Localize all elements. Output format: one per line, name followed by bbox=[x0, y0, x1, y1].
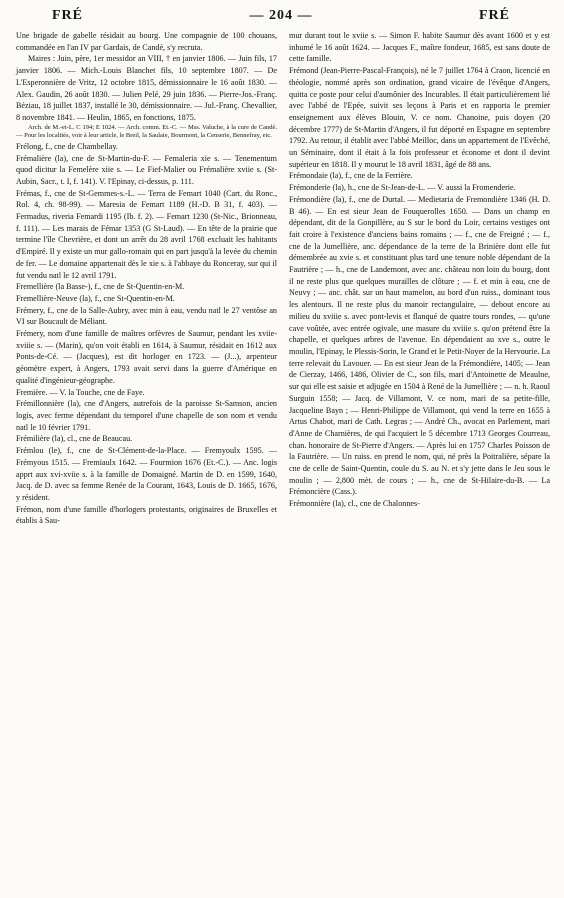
dictionary-entry: Frémonnière (la), cl., cne de Chalonnes- bbox=[289, 499, 420, 509]
page-number: — 204 — bbox=[249, 8, 313, 23]
right-column bbox=[289, 30, 550, 527]
dictionary-entry: Frélong, f., cne de Chambellay. bbox=[16, 141, 118, 151]
dictionary-entry: Frémlou (le), f., cne de St-Clément-de-la-Place. — Fremyoulx 1595. — Frémyous 1515. — Fremiaulx 1642. — Fourmion 1676 (Et.-C.). — Anc. logis apprt aux xvi-xviie s. à la famille de Domaigné. Martin de D. en 1599, 1640, Jacq. de D. avec sa femme Renée de la Courant, 1643, Louis de D. 1665, 1676, y résident. bbox=[16, 446, 277, 502]
dictionary-entry: Frémondaie (la), f., cne de la Ferrière. bbox=[289, 171, 413, 181]
dictionary-entry: Une brigade de gabelle résidait au bourg. Une compagnie de 100 chouans, commandée en l'an IV par Gardais, de Candé, s'y recruta. bbox=[16, 31, 277, 52]
dictionary-entry: Maires : Juin, père, 1er messidor an VIII, † en janvier 1806. — Juin fils, 17 janvier 1806. — Mich.-Louis Blanchet fils, 10 septembre 1807. — De L'Esperonnière de Vritz, 12 octobre 1815, démissionnaire le 16 août 1830. — Alex. Gaudin, 26 août 1830. — Julien Pelé, 29 juin 1836. — Pierre-Jos.-Franç. Béziau, 18 juillet 1837, installé le 30, démissionnaire. — Jul.-Franç. Chevallier, 8 novembre 1841. — Heulin, 1865, en fonctions, 1875. bbox=[16, 54, 277, 122]
dictionary-entry: Frémondière (la), f., cne de Durtal. — Medietaria de Fremondière 1346 (H. D. B 46). — En est sieur Jean de Fouquerolles 1650. — Dans un champ en dépendant, dit de la Gonpillère, au S sur le bord du Loir, certains vestiges ont fait croire à l'existence d'anciens bains romains ; — f., cne de Freigné ; — f., cne de la Jumellière, anc. dépendance de la terre de la Brinière dont elle fut démembrée au xvie s. et constituant plus tard une tenure noble dépendant de la Fautrière ; — h., cne de Landemont, avec anc. château non loin du bourg, dont il ne reste plus que quelques murailles de clôture ; — f. et min à eau, cne de Neuvy ; — anc. chât. sur un haut mamelon, au bord d'un ruiss., dominant tous les alentours. Il ne reste plus du manoir rectangulaire, — debout encore au milieu du xviiie s. avec pont-levis et flanqué de quatre tours rondes, — qu'une cave voûtée, avec entrée ogivale, une masure du xviiie s. qu'on prétend être la chapelle, et quelques arbres de l'avenue. En dépendaient au xve s., outre le moulin, l'Epinay, le Plessis-Sorin, le Grand et le Petit-Noyer de la Hervourie. La terre relevait du Lavouer. — En est sieur Jean de la Frémondière, 1405; — Jean de Cierzay, 1466, 1486, Olivier de C., son fils, mari d'Antoinette de Meaulne, sur qui elle est saisie et adjugée en 1504 à René de la Jumellière ; — n. h. Raoul Surguin 1558; — Jacq. de Villamont, V. ce nom, mari de sa petite-fille, Jacqueline Bayn ; — Henri-Philippe de Villamont, qui vend la terre en 1655 à Artus Chabot, mari de Cath. Legras ; — André Ch., avocat en Parlement, mari d'Anne de Charnières, de qui l'acquiert le 5 décembre 1713 Georges Courreau, chan. honoraire de St-Pierre d'Angers. — Après lui en 1757 Charles Poisson de la Fautrière. — Un ruiss. en prend le nom, qui, né près la Poitralière, sépare la cne de celle de Saint-Quentin, coule du S. au N. et s'y jette dans le Jeu sous le moulin ; — 2,800 mèt. de cours ; — h., cne de St-Hilaire-du-B. — La Frémoncière (Cass.). bbox=[289, 194, 550, 497]
dictionary-entry: Frémond (Jean-Pierre-Pascal-François), né le 7 juillet 1764 à Craon, licencié en théologie, nommé après son ordination, grand vicaire de l'évêque d'Angers, quitta ce poste pour celui d'aumônier des Incurables. Il était particulièrement lié avec l'abbé de l'Epée, suivit ses leçons à Paris et en rapporta le premier enseignement aux élèves Blouin, V. ce nom. Chanoine, puis doyen (20 décembre 1777) de St-Martin d'Angers, il fut déporté en Espagne en septembre 1792. Au retour, il établit avec l'abbé Meilloc, dans un appartement de l'Evêché, un Séminaire, dont il était à la fois professeur et économe et dont il devint supérieur en 1818. Il y mourut le 18 avril 1831, âgé de 88 ans. bbox=[289, 66, 550, 169]
dictionary-entry: Frémon, nom d'une famille d'horlogers protestants, originaires de Bruxelles et établis à Sau- bbox=[16, 504, 277, 526]
left-column bbox=[16, 30, 277, 527]
dictionary-entry: mur durant tout le xviie s. — Simon F. habite Saumur dès avant 1600 et y est inhumé le 16 août 1624. — Jacques F., maître fondeur, 1685, est sans doute de cette famille. bbox=[289, 31, 550, 64]
dictionary-entry: Fremière. — V. la Touche, cne de Faye. bbox=[16, 387, 145, 397]
running-header bbox=[16, 8, 550, 28]
dictionary-entry: Frémonderie (la), h., cne de St-Jean-de-L. — V. aussi la Fromenderie. bbox=[289, 183, 516, 193]
dictionary-entry: Frémilière (la), cl., cne de Beaucau. bbox=[16, 434, 133, 444]
text-columns bbox=[16, 30, 550, 527]
dictionary-entry: Fremellière-Neuve (la), f., cne St-Quentin-en-M. bbox=[16, 293, 175, 303]
header-left: FRÉ bbox=[52, 8, 83, 23]
dictionary-entry: Frémery, nom d'une famille de maîtres orfèvres de Saumur, pendant les xviie-xviiie s. — (Marin), qu'on voit établi en 1614, à Saumur, résidait en 1612 aux Ponts-de-Cé. — (Jacques), est dit horloger en 1723. — (J...), arpenteur géomètre expert, à Angers, 1793 avait servi dans la guerre d'Amérique en qualité d'ingénieur-géographe. bbox=[16, 329, 277, 385]
dictionary-entry: Frémillonnière (la), cne d'Angers, autrefois de la paroisse St-Samson, ancien logis, avec ferme dépendant du temporel d'une chapelle de son nom et vendu natl le 10 février 1791. bbox=[16, 399, 277, 432]
source-note: Arch. de M.-et-L. C 194; E 1024. — Arch. comm. Et.-C. — Mss. Valuche, à la cure de Candé. — Pour les localités, voir à leur article, le Breil, la Saulaie, Bourmont, la Censerie, Bennefray, etc. bbox=[16, 123, 277, 140]
dictionary-entry: Fremellière (la Basse-), f., cne de St-Quentin-en-M. bbox=[16, 282, 185, 292]
dictionary-entry: Frémery, f., cne de la Salle-Aubry, avec min à eau, vendu natl le 27 ventôse an VI sur Boucault de Méliant. bbox=[16, 305, 277, 327]
dictionary-entry: Frémalière (la), cne de St-Martin-du-F. — Femaleria xie s. — Tenementum quod dicitur la Femelère xiie s. — Le Fief-Malier ou Frémalière xviie s. (St-Aubin, Sacr., t. I, f. 141). V. l'Epinay, ci-dessus, p. 111. bbox=[16, 153, 277, 186]
header-right: FRÉ bbox=[479, 8, 510, 23]
dictionary-entry: Frémas, f., cne de St-Gemmes-s.-L. — Terra de Femart 1040 (Cart. du Ronc., Rol. 4, ch. 98-99). — Maresia de Femart 1189 (H.-D. B 31, f. 403). — Fermadus, riveria Femardi 1195 (Ib. f. 2). — Femart 1230 (St-Nic., Brionneau, f. 111). — Les marais de Fémar 1353 (G St-Laud). — En tête de la prairie que termine l'île Chevrière, et dont un arrêt du 28 avril 1768 excluait les habitants d'Empiré. Il y existe un mur gallo-romain qui en part jusqu'à la levée du chemin de fer. — Le domaine appartenait dès le xie s. à l'abbaye du Ronceray, sur qui il fut vendu natl le 12 avril 1791. bbox=[16, 188, 277, 280]
